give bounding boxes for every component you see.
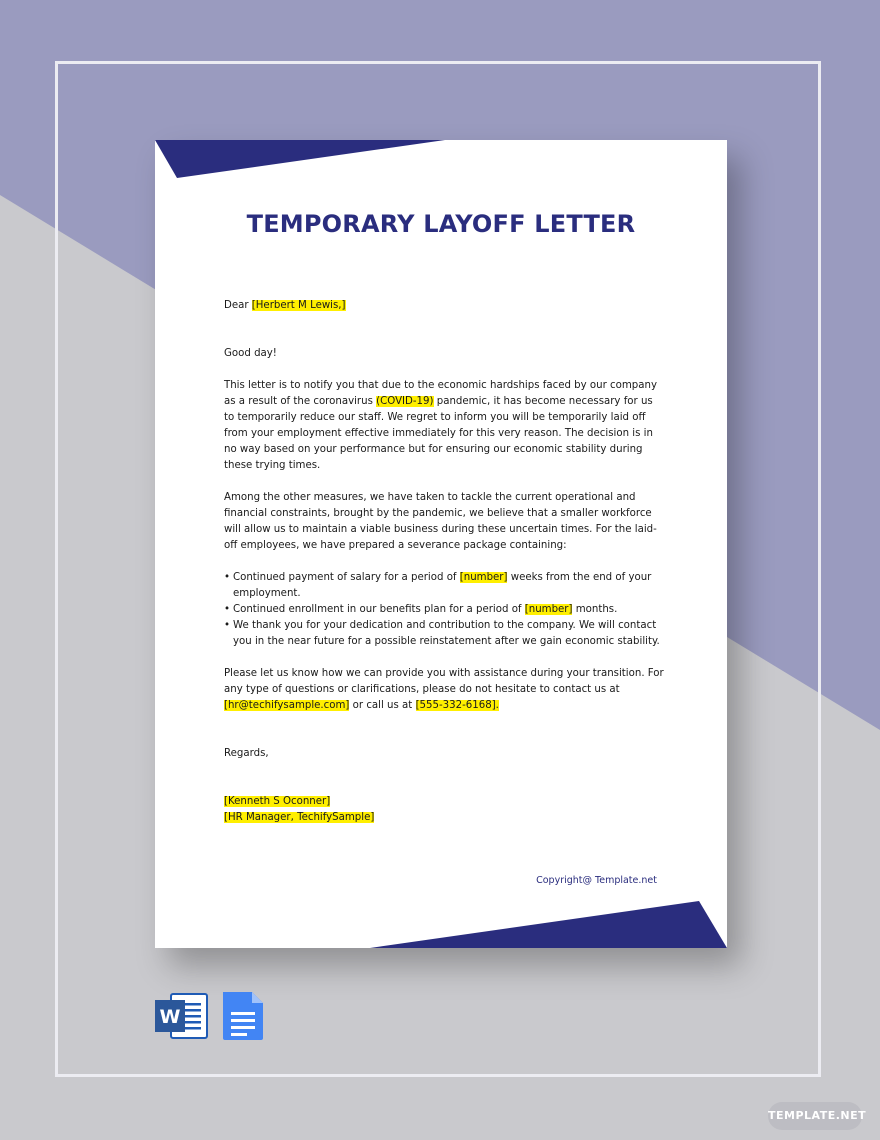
paragraph-2: Among the other measures, we have taken to tackle the current operational and financial constraints, brought by the pandemic, we believe that a smaller workforce will allow us to maintain a viable business during these uncertain times. For the laid-off employees, we have prepared a severance package containing:	[224, 492, 657, 551]
email-placeholder: [hr@techifysample.com]	[224, 700, 350, 711]
paragraph-3: Please let us know how we can provide you with assistance during your transition. For any type of questions or clarifications, please do not hesitate to contact us at [hr@techifysample.com] or call us at [555-332-6168].	[224, 668, 664, 711]
letter-body	[224, 298, 664, 826]
sender-title: [HR Manager, TechifySample]	[224, 812, 375, 823]
google-docs-icon[interactable]	[223, 992, 263, 1040]
list-item: • We thank you for your dedication and contribution to the company. We will contact you in the near future for a possible reinstatement after we gain economic stability.	[233, 618, 664, 650]
list-item: • Continued payment of salary for a period of [number] weeks from the end of your employment.	[233, 570, 664, 602]
word-icon-letter: W	[159, 1006, 181, 1028]
severance-list	[224, 570, 664, 650]
number-placeholder: [number]	[459, 572, 508, 583]
sender-title-line	[224, 810, 664, 826]
letter-title: TEMPORARY LAYOFF LETTER	[246, 210, 636, 238]
phone-placeholder: [555-332-6168].	[415, 700, 499, 711]
recipient-placeholder: [Herbert M Lewis,]	[251, 300, 346, 311]
paragraph-1: This letter is to notify you that due to the economic hardships faced by our company as a result of the coronavirus (COVID-19) pandemic, it has become necessary for us to temporarily reduce our staff. We regret to inform you will be temporarily laid off from your employment effective immediately for this very reason. The decision is in no way based on your performance but for ensuring our economic stability during these trying times.	[224, 380, 657, 471]
covid-placeholder: (COVID-19)	[376, 396, 434, 407]
format-icons	[155, 990, 275, 1047]
salutation: Dear	[224, 300, 249, 311]
top-left-accent	[155, 140, 445, 178]
letter-document	[155, 140, 727, 948]
template-net-badge[interactable]: TEMPLATE.NET	[768, 1102, 862, 1130]
microsoft-word-icon[interactable]	[155, 994, 207, 1038]
list-item: • Continued enrollment in our benefits plan for a period of [number] months.	[233, 602, 664, 618]
sender-name: [Kenneth S Oconner]	[224, 796, 331, 807]
bottom-right-accent	[370, 901, 727, 948]
salutation-line	[224, 298, 664, 314]
closing: Regards,	[224, 748, 269, 759]
number-placeholder: [number]	[524, 604, 573, 615]
sender-name-line	[224, 794, 664, 810]
copyright-text: Copyright@ Template.net	[536, 875, 657, 886]
greeting: Good day!	[224, 348, 277, 359]
